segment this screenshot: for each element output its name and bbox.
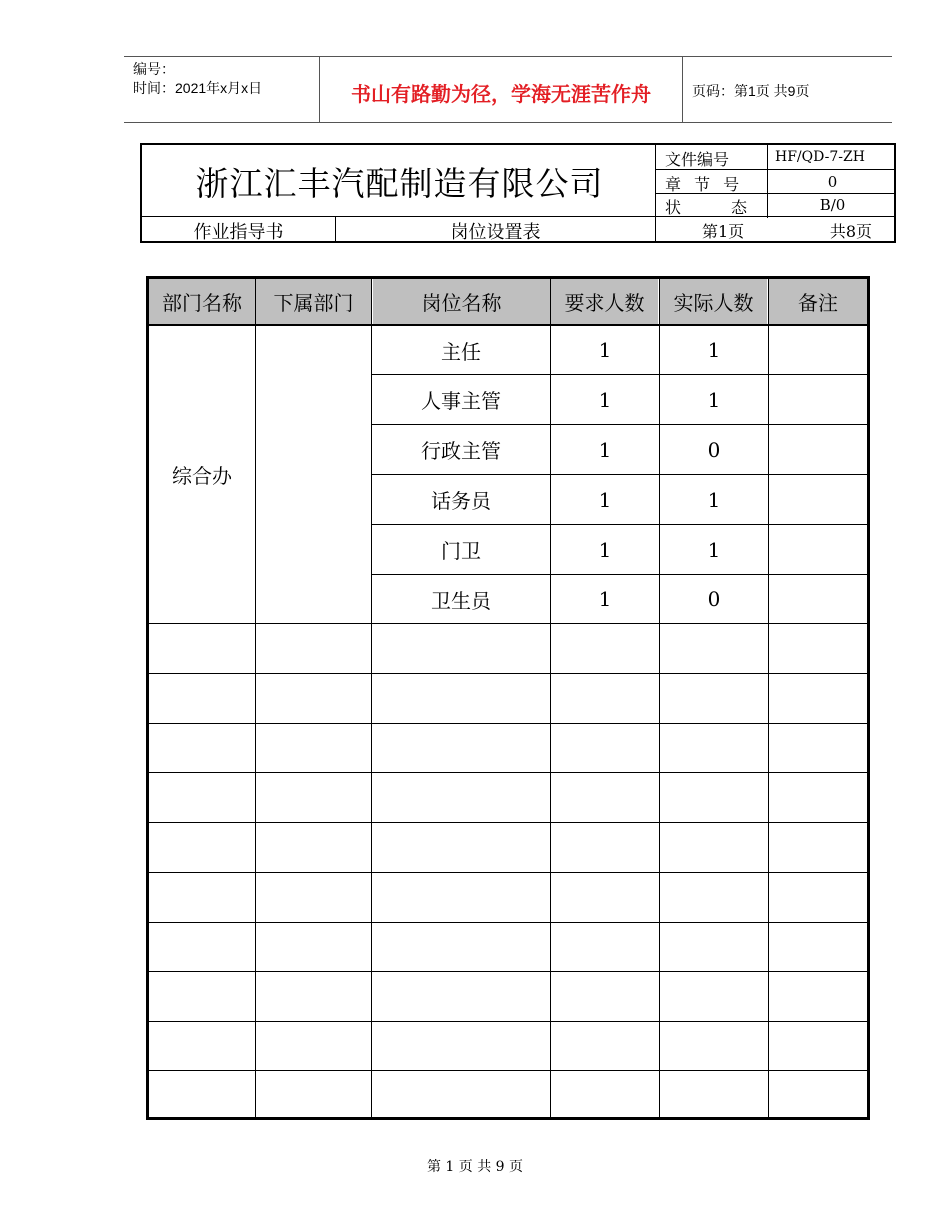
doc-no-value: HF/QD-7-ZH <box>775 149 865 165</box>
header-post: 岗位名称 <box>373 279 550 324</box>
required-count: 1 <box>598 437 612 462</box>
required-count: 1 <box>598 487 612 512</box>
status-label: 状 态 <box>665 198 747 217</box>
title-block <box>140 143 896 243</box>
doc-no-label: 文件编号 <box>665 150 730 169</box>
post-name: 话务员 <box>431 489 491 513</box>
post-name: 行政主管 <box>421 439 501 463</box>
header-bottom-rule <box>124 122 892 123</box>
post-name: 主任 <box>441 339 481 364</box>
actual-count: 1 <box>707 537 721 562</box>
header-sub-dept: 下属部门 <box>256 279 371 324</box>
doc-page-info: 第1页 共8页 <box>702 222 872 241</box>
actual-count: 1 <box>707 487 721 512</box>
post-name: 卫生员 <box>431 588 491 613</box>
company-name: 浙江汇丰汽配制造有限公司 <box>195 164 604 203</box>
header-required: 要求人数 <box>551 279 658 324</box>
post-table <box>146 276 870 1120</box>
page-footer: 第 1 页 共 9 页 <box>426 1159 524 1175</box>
note-cell <box>769 375 867 424</box>
motto: 书山有路勤为径，学海无涯苦作舟 <box>351 82 651 106</box>
time-label: 时间：2021年x月x日 <box>133 80 263 96</box>
note-cell <box>769 475 867 524</box>
required-count: 1 <box>598 338 612 362</box>
doc-type: 作业指导书 <box>193 221 284 243</box>
note-cell <box>769 525 867 574</box>
department-cell: 综合办 <box>172 464 232 488</box>
required-count: 1 <box>598 587 612 611</box>
note-cell <box>769 575 867 623</box>
header-top-rule <box>124 56 892 57</box>
doc-name: 岗位设置表 <box>450 221 541 243</box>
number-label: 编号： <box>133 61 175 77</box>
required-count: 1 <box>598 537 612 562</box>
header-actual: 实际人数 <box>660 279 767 324</box>
header-note: 备注 <box>769 279 867 324</box>
note-cell <box>769 425 867 474</box>
header-dept: 部门名称 <box>149 279 255 324</box>
actual-count: 1 <box>707 387 721 412</box>
actual-count: 0 <box>707 437 721 462</box>
page-code: 页码：第1页 共9页 <box>692 83 810 99</box>
required-count: 1 <box>598 387 612 412</box>
section-value: 0 <box>827 173 838 191</box>
post-name: 门卫 <box>441 539 481 563</box>
sub-department-cell <box>256 326 371 623</box>
actual-count: 1 <box>707 338 721 362</box>
actual-count: 0 <box>707 587 721 611</box>
note-cell <box>769 326 867 374</box>
section-label: 章 节 号 <box>665 175 744 194</box>
post-name: 人事主管 <box>421 389 501 413</box>
status-value: B/0 <box>819 196 846 214</box>
header-divider <box>682 56 683 122</box>
